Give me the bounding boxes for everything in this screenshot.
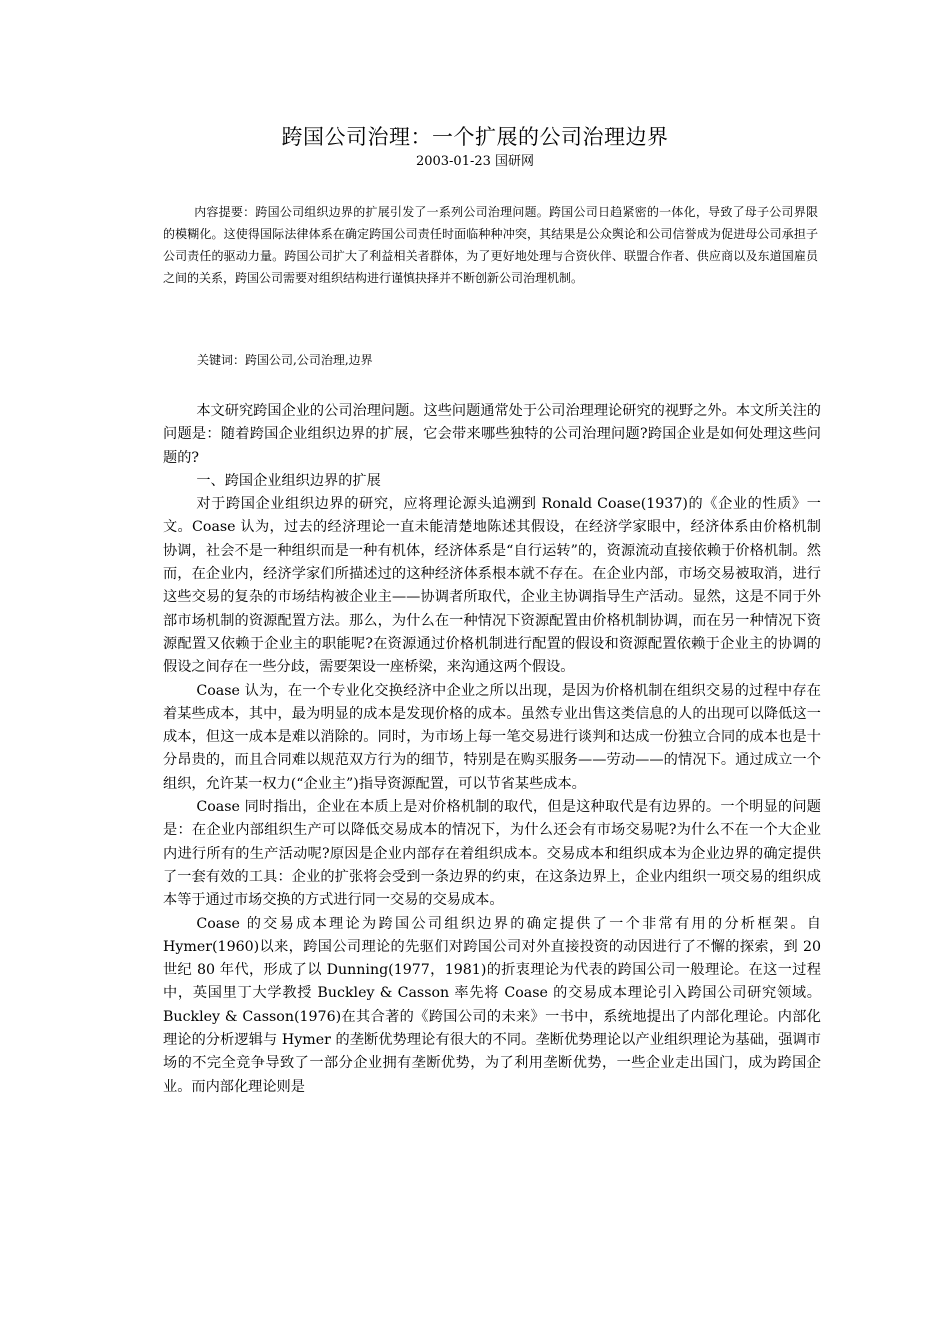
keywords-line: 关键词：跨国公司,公司治理,边界 bbox=[197, 353, 373, 367]
document-title: 跨国公司治理：一个扩展的公司治理边界 bbox=[281, 125, 669, 149]
body-paragraph: 本文研究跨国企业的公司治理问题。这些问题通常处于公司治理理论研究的视野之外。本文所关注的问题是：随着跨国企业组织边界的扩展，它会带来哪些独特的公司治理问题?跨国企业是如何处理这些问题的? bbox=[163, 403, 821, 466]
document-dateline: 2003-01-23 国研网 bbox=[415, 154, 535, 169]
abstract-paragraph: 内容提要：跨国公司组织边界的扩展引发了一系列公司治理问题。跨国公司日趋紧密的一体化，导致了母子公司界限的模糊化。这使得国际法律体系在确定跨国公司责任时面临种种冲突，其结果是公众舆论和公司信誉成为促进母公司承担子公司责任的驱动力量。跨国公司扩大了利益相关者群体，为了更好地处理与合资伙伴、联盟合作者、供应商以及东道国雇员之间的关系，跨国公司需要对组织结构进行谨慎抉择并不断创新公司治理机制。 bbox=[163, 205, 818, 285]
body-paragraph: Coase 的交易成本理论为跨国公司组织边界的确定提供了一个非常有用的分析框架。自 Hymer(1960)以来，跨国公司理论的先驱们对跨国公司对外直接投资的动因进行了不懈的探索，到 20 世纪 80 年代，形成了以 Dunning(1977，1981)的折衷理论为代表的跨国公司一般理论。在这一过程中，英国里丁大学教授 Buckley & Casson 率先将 Coase 的交易成本理论引入跨国公司研究领域。Buckley & Casson(1976)在其合著的《跨国公司的未来》一书中，系统地提出了内部化理论。内部化理论的分析逻辑与 Hymer 的垄断优势理论有很大的不同。垄断优势理论以产业组织理论为基础，强调市场的不完全竞争导致了一部分企业拥有垄断优势，为了利用垄断优势，一些企业走出国门，成为跨国企业。而内部化理论则是 bbox=[163, 915, 821, 1095]
body-text bbox=[163, 400, 821, 1099]
body-paragraph: Coase 认为，在一个专业化交换经济中企业之所以出现，是因为价格机制在组织交易的过程中存在着某些成本，其中，最为明显的成本是发现价格的成本。虽然专业出售这类信息的人的出现可以降低这一成本，但这一成本是难以消除的。同时，为市场上每一笔交易进行谈判和达成一份独立合同的成本也是十分昂贵的，而且合同难以规范双方行为的细节，特别是在购买服务——劳动——的情况下。通过成立一个组织，允许某一权力(“企业主”)指导资源配置，可以节省某些成本。 bbox=[163, 682, 821, 792]
body-paragraph: 对于跨国企业组织边界的研究，应将理论源头追溯到 Ronald Coase(1937)的《企业的性质》一文。Coase 认为，过去的经济理论一直未能清楚地陈述其假设，在经济学家眼中，经济体系由价格机制协调，社会不是一种组织而是一种有机体，经济体系是“自行运转”的，资源流动直接依赖于价格机制。然而，在企业内，经济学家们所描述过的这种经济体系根本就不存在。在企业内部，市场交易被取消，进行这些交易的复杂的市场结构被企业主——协调者所取代，企业主协调指导生产活动。显然，这是不同于外部市场机制的资源配置方法。那么，为什么在一种情况下资源配置由价格机制协调，而在另一种情况下资源配置又依赖于企业主的职能呢?在资源通过价格机制进行配置的假设和资源配置依赖于企业主的协调的假设之间存在一些分歧，需要架设一座桥梁，来沟通这两个假设。 bbox=[163, 496, 821, 676]
section-heading: 一、跨国企业组织边界的扩展 bbox=[196, 472, 381, 489]
body-paragraph: Coase 同时指出，企业在本质上是对价格机制的取代，但是这种取代是有边界的。一个明显的问题是：在企业内部组织生产可以降低交易成本的情况下，为什么还会有市场交易呢?为什么不在一个大企业内进行所有的生产活动呢?原因是企业内部存在着组织成本。交易成本和组织成本为企业边界的确定提供了一套有效的工具：企业的扩张将会受到一条边界的约束，在这条边界上，企业内组织一项交易的组织成本等于通过市场交换的方式进行同一交易的交易成本。 bbox=[163, 799, 821, 909]
